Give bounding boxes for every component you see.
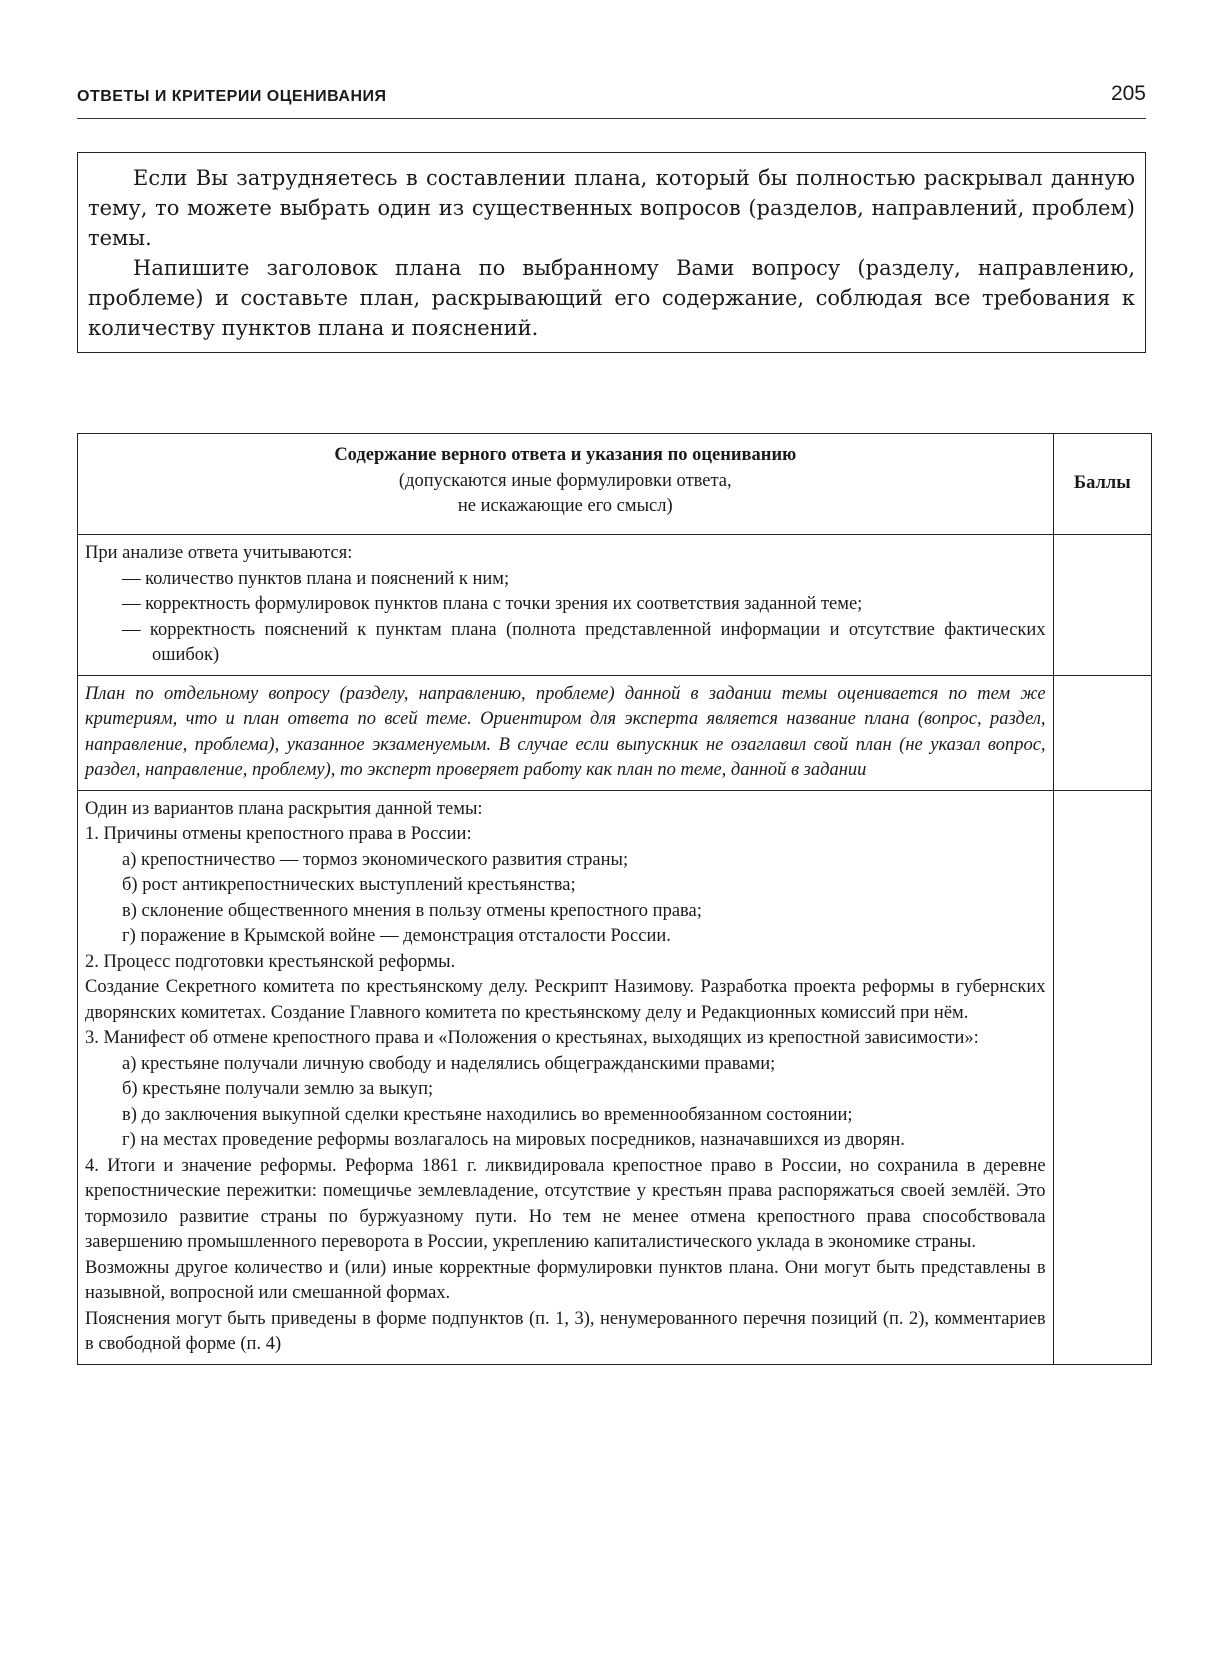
header-title: Содержание верного ответа и указания по оцениванию xyxy=(334,445,797,465)
table-row xyxy=(78,535,1152,676)
page-number: 205 xyxy=(1110,82,1146,105)
plan-subpoint: в) склонение общественного мнения в пользу отмены крепостного права; xyxy=(122,900,702,921)
plan-subpoint: г) поражение в Крымской войне — демонстрация отсталости России. xyxy=(122,926,671,946)
instruction-box xyxy=(77,152,1146,353)
section-title: ОТВЕТЫ И КРИТЕРИИ ОЦЕНИВАНИЯ xyxy=(77,88,387,105)
plan-point-3: 3. Манифест об отмене крепостного права и «Положения о крестьянах, выходящих из крепостной зависимости»: xyxy=(85,1028,979,1048)
plan-subpoint: б) рост антикрепостнических выступлений крестьянства; xyxy=(122,875,576,895)
plan-subpoint: г) на местах проведение реформы возлагалось на мировых посредников, назначавшихся из дворян. xyxy=(122,1130,905,1150)
note-cell: План по отдельному вопросу (разделу, направлению, проблеме) данной в задании темы оценивается по тем же критериям, что и план ответа по всей теме. Ориентиром для эксперта является название плана (вопрос, раздел, направление, проблема), указанное экзаменуемым. В случае если выпускник не озаглавил свой план (не указал вопрос, раздел, направление, проблему), то эксперт проверяет работу как план по теме, данной в задании xyxy=(78,675,1054,790)
plan-cell xyxy=(78,790,1054,1364)
criteria-item: — количество пунктов плана и пояснений к ним; xyxy=(122,568,510,589)
header-subtitle-2: не искажающие его смысл) xyxy=(457,496,673,516)
instruction-paragraph-2: Напишите заголовок плана по выбранному Вами вопросу (разделу, направлению, проблеме) и составьте план, раскрывающий его содержание, соблюдая все требования к количеству пунктов плана и пояснений. xyxy=(88,256,1135,340)
score-cell xyxy=(1053,675,1151,790)
score-cell xyxy=(1053,535,1151,676)
table-row xyxy=(78,790,1152,1364)
criteria-intro: При анализе ответа учитываются: xyxy=(85,543,353,563)
plan-subpoint: б) крестьяне получали землю за выкуп; xyxy=(122,1079,434,1099)
criteria-cell xyxy=(78,535,1054,676)
plan-note-1: Возможны другое количество и (или) иные корректные формулировки пунктов плана. Они могут быть представлены в назывной, вопросной или смешанной формах. xyxy=(85,1257,1046,1303)
header-subtitle-1: (допускаются иные формулировки ответа, xyxy=(398,470,732,491)
plan-point-4: 4. Итоги и значение реформы. Реформа 1861 г. ликвидировала крепостное право в России, но сохранила в деревне крепостнические пережитки: помещичье землевладение, отсутствие у крестьян права распоряжаться своей землёй. Это тормозило развитие страны по буржуазному пути. Но тем не менее отмена крепостного права способствовала завершению промышленного переворота в России, укреплению капиталистического уклада в экономике страны. xyxy=(85,1155,1046,1252)
plan-subpoint: а) крепостничество — тормоз экономического развития страны; xyxy=(122,849,629,870)
plan-point-2: 2. Процесс подготовки крестьянской реформы. xyxy=(85,951,456,972)
criteria-item: — корректность формулировок пунктов плана с точки зрения их соответствия заданной теме; xyxy=(122,594,863,614)
score-cell xyxy=(1053,790,1151,1364)
plan-point-2-text: Создание Секретного комитета по крестьянскому делу. Рескрипт Назимову. Разработка проекта реформы в губернских дворянских комитетах. Создание Главного комитета по крестьянскому делу и Редакционных комиссий при нём. xyxy=(85,977,1046,1023)
score-header-cell: Баллы xyxy=(1053,434,1151,535)
plan-intro: Один из вариантов плана раскрытия данной темы: xyxy=(85,798,483,819)
running-header xyxy=(77,82,1146,119)
plan-subpoint: а) крестьяне получали личную свободу и наделялись общегражданскими правами; xyxy=(122,1053,776,1074)
content-header-cell xyxy=(78,434,1054,535)
plan-point-1: 1. Причины отмены крепостного права в России: xyxy=(85,824,472,844)
instruction-paragraph-1: Если Вы затрудняетесь в составлении плана, который бы полностью раскрывал данную тему, то можете выбрать один из существенных вопросов (разделов, направлений, проблем) темы. xyxy=(88,166,1135,250)
criteria-item: — корректность пояснений к пунктам плана (полнота представленной информации и отсутствие фактических ошибок) xyxy=(122,619,1046,665)
plan-note-2: Пояснения могут быть приведены в форме подпунктов (п. 1, 3), ненумерованного перечня позиций (п. 2), комментариев в свободной форме (п. 4) xyxy=(85,1308,1046,1354)
table-header-row xyxy=(78,434,1152,535)
table-row xyxy=(78,675,1152,790)
plan-subpoint: в) до заключения выкупной сделки крестьяне находились во временнообязанном состоянии; xyxy=(122,1104,853,1125)
criteria-table xyxy=(77,433,1152,1365)
